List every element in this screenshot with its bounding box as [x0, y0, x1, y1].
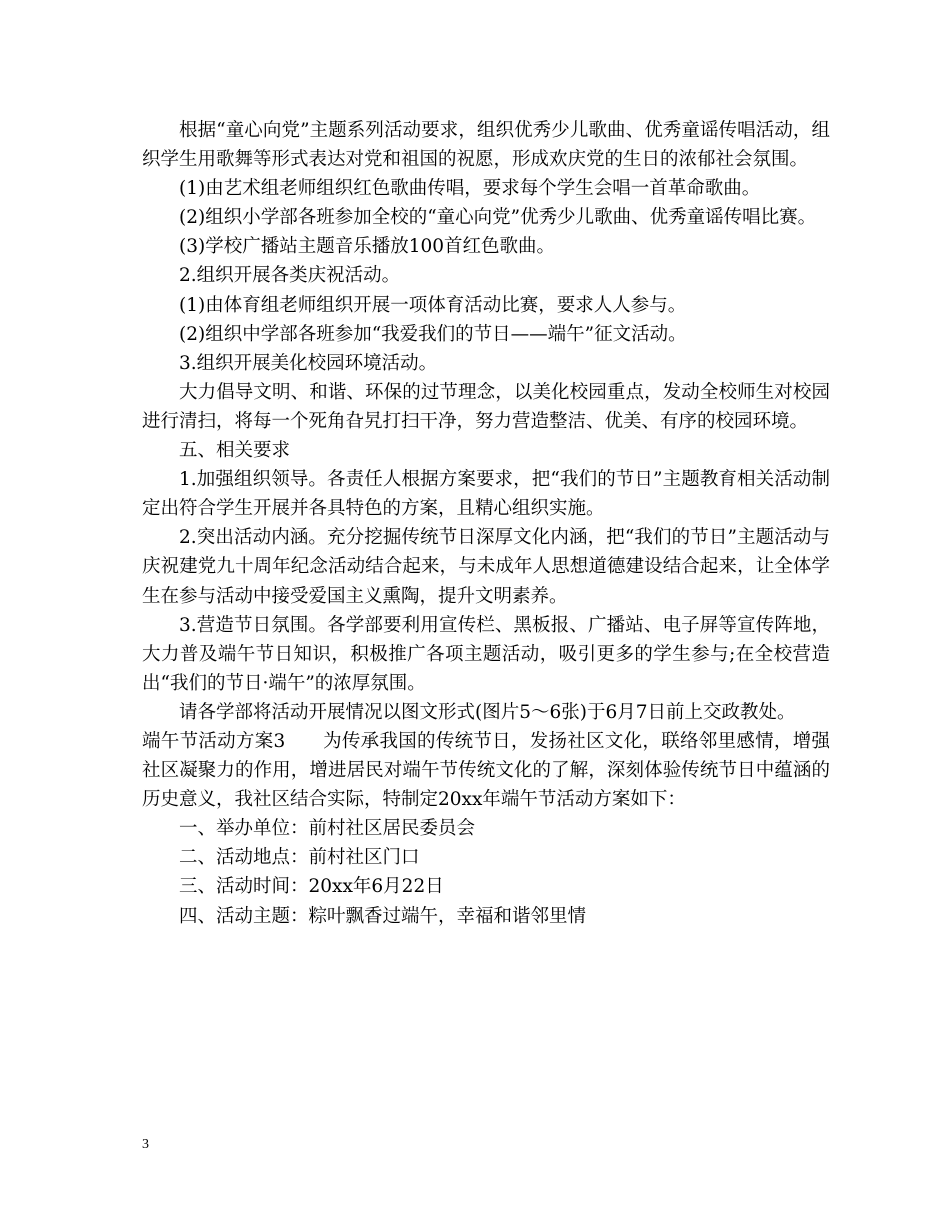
page-number: 3: [142, 1137, 149, 1152]
paragraph: 3.组织开展美化校园环境活动。: [179, 352, 438, 374]
paragraph: (2)组织小学部各班参加全校的“童心向党”优秀少儿歌曲、优秀童谣传唱比赛。: [179, 207, 817, 229]
paragraph: 三、活动时间：20xx年6月22日: [179, 876, 444, 898]
paragraph: 1.加强组织领导。各责任人根据方案要求，把“我们的节日”主题教育相关活动制定出符合学生开展并各具特色的方案，且精心组织实施。: [142, 469, 830, 520]
document-body: [142, 116, 830, 931]
paragraph: 2.突出活动内涵。充分挖掘传统节日深厚文化内涵，把“我们的节日”主题活动与庆祝建党九十周年纪念活动结合起来，与未成年人思想道德建设结合起来，让全体学生在参与活动中接受爱国主义熏陶，提升文明素养。: [142, 527, 830, 607]
paragraph: 一、举办单位：前村社区居民委员会: [179, 818, 476, 840]
paragraph: (3)学校广播站主题音乐播放100首红色歌曲。: [179, 236, 556, 258]
paragraph: (1)由艺术组老师组织红色歌曲传唱，要求每个学生会唱一首革命歌曲。: [179, 178, 761, 200]
paragraph: (2)组织中学部各班参加“我爱我们的节日——端午”征文活动。: [179, 323, 687, 345]
paragraph: 二、活动地点：前村社区门口: [179, 847, 420, 869]
paragraph: 3.营造节日氛围。各学部要利用宣传栏、黑板报、广播站、电子屏等宣传阵地，大力普及端午节日知识，积极推广各项主题活动，吸引更多的学生参与;在全校营造出“我们的节日·端午”的浓厚氛围。: [142, 614, 830, 694]
paragraph: 2.组织开展各类庆祝活动。: [179, 265, 401, 287]
paragraph: 端午节活动方案3 为传承我国的传统节日，发扬社区文化，联络邻里感情，增强社区凝聚力的作用，增进居民对端午节传统文化的了解，深刻体验传统节日中蕴涵的历史意义，我社区结合实际，特制定20xx年端午节活动方案如下：: [142, 730, 830, 811]
paragraph: 四、活动主题：粽叶飘香过端午，幸福和谐邻里情: [179, 905, 587, 927]
paragraph: 大力倡导文明、和谐、环保的过节理念，以美化校园重点，发动全校师生对校园进行清扫，将每一个死角旮旯打扫干净，努力营造整洁、优美、有序的校园环境。: [142, 381, 830, 432]
paragraph: 请各学部将活动开展情况以图文形式(图片5～6张)于6月7日前上交政教处。: [179, 701, 796, 723]
section-heading: 五、相关要求: [179, 440, 291, 462]
paragraph: 根据“童心向党”主题系列活动要求，组织优秀少儿歌曲、优秀童谣传唱活动，组织学生用歌舞等形式表达对党和祖国的祝愿，形成欢庆党的生日的浓郁社会氛围。: [142, 120, 830, 171]
paragraph: (1)由体育组老师组织开展一项体育活动比赛，要求人人参与。: [179, 294, 687, 316]
